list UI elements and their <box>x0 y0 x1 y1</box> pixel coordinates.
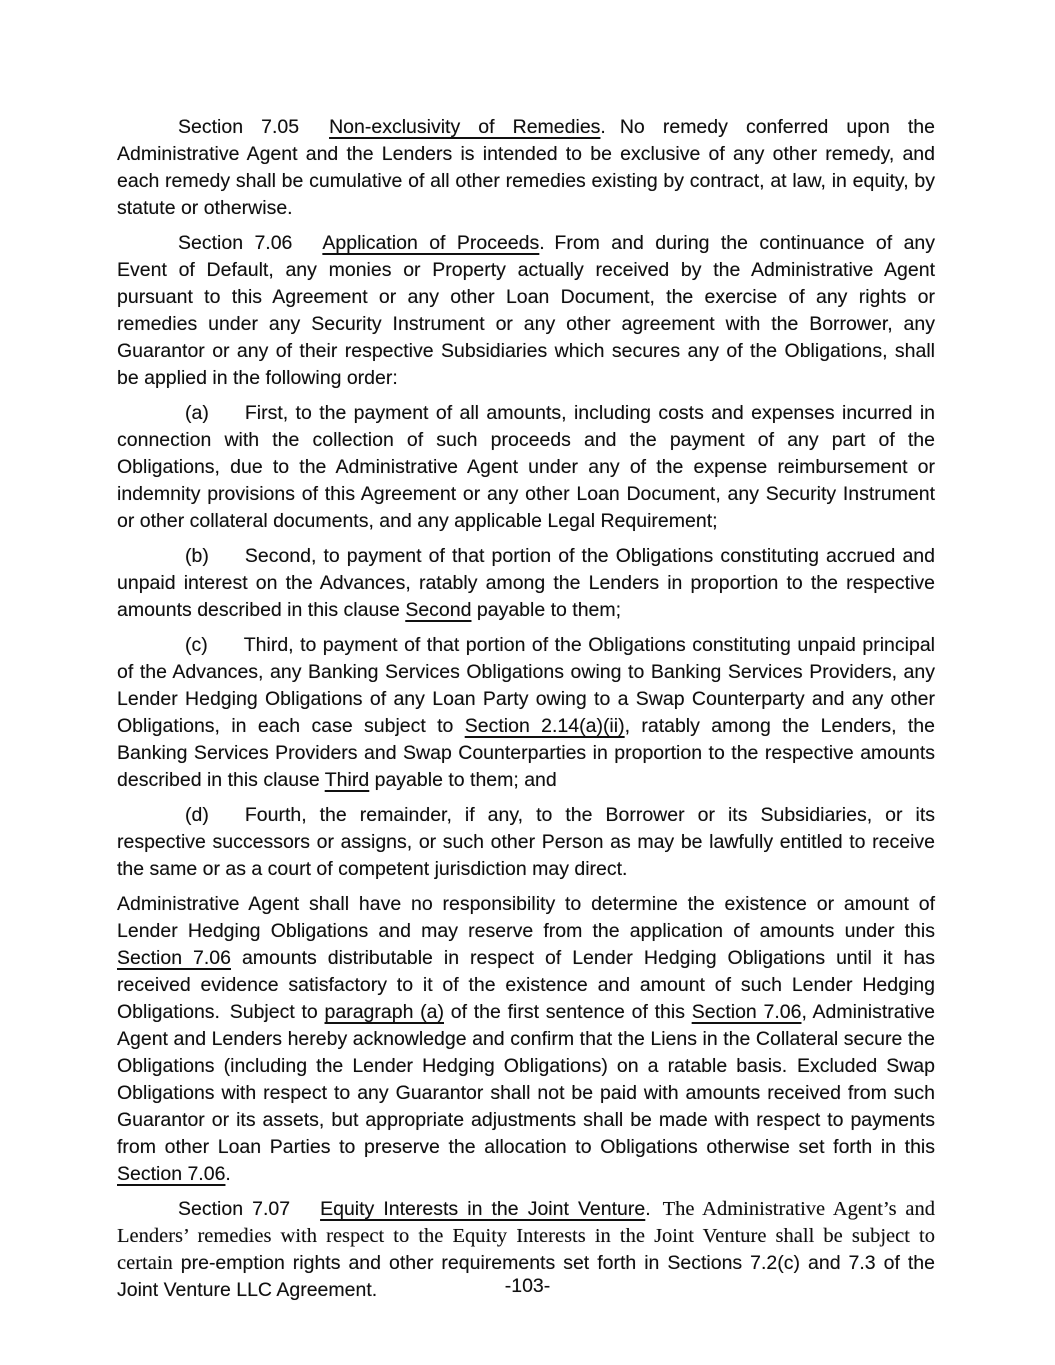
text-run: . <box>600 116 606 138</box>
underlined-text: Third <box>324 769 370 791</box>
underlined-text: paragraph (a) <box>324 1001 444 1023</box>
text-run: . <box>645 1198 651 1220</box>
clause-d <box>117 802 935 883</box>
underlined-text: Second <box>405 599 472 621</box>
text-run: The Administrative Agent’s and Lenders’ remedies with respect to the Equity Interests in the Joint Venture shall be subject to certain <box>117 1198 935 1274</box>
text-run: (c) <box>185 634 208 656</box>
text-run: pre-emption rights and other requirements set forth in Sections 7.2(c) and 7.3 of the Joint Venture LLC Agreement. <box>117 1252 935 1301</box>
clause-b <box>117 543 935 624</box>
text-run: of the first sentence of this <box>444 1001 692 1023</box>
text-run: (a) <box>185 402 209 424</box>
text-run: No remedy conferred upon the Administrative Agent and the Lenders is intended to be exclusive of any other remedy, and each remedy shall be cumulative of all other remedies existing by contract, at law, in equity, by statute or otherwise. <box>117 116 935 219</box>
text-run: , Administrative Agent and Lenders hereby acknowledge and confirm that the Liens in the Collateral secure the Obligations (including the Lender Hedging Obligations) on a ratable basis. Excluded Swap Obligations with respect to any Guarantor shall not be paid with amounts received from such Guarantor or its assets, but appropriate adjustments shall be made with respect to payments from other Loan Parties to preserve the allocation to Obligations otherwise set forth in this <box>117 1001 935 1158</box>
text-run: Third, to payment of that portion of the Obligations constituting unpaid principal of the Advances, any Banking Services Obligations owing to Banking Services Providers, any Lender Hedging Obligations of any Loan Party owing to a Swap Counterparty and any other Obligations, in each case subject to <box>117 634 935 737</box>
page-number: -103- <box>504 1275 551 1297</box>
underlined-text: Application of Proceeds <box>322 232 540 254</box>
underlined-text: Section 7.06 <box>117 947 231 969</box>
section-7-05 <box>117 114 935 222</box>
text-run: Section 7.06 <box>178 232 293 254</box>
clause-c <box>117 632 935 794</box>
clause-a <box>117 400 935 535</box>
underlined-text: Non-exclusivity of Remedies <box>329 116 601 138</box>
text-run: . <box>225 1163 231 1185</box>
text-run: (b) <box>185 545 209 567</box>
text-run: , ratably among the Lenders, the Banking Services Providers and Swap Counterparties in proportion to the respective amounts described in this clause <box>117 715 935 791</box>
text-run: Fourth, the remainder, if any, to the Borrower or its Subsidiaries, or its respective successors or assigns, or such other Person as may be lawfully entitled to receive the same or as a court of competent jurisdiction may direct. <box>117 804 935 880</box>
text-run: . From and during the continuance of any Event of Default, any monies or Property actually received by the Administrative Agent pursuant to this Agreement or any other Loan Document, the exercise of any rights or remedies under any Security Instrument or any other agreement with the Borrower, any Guarantor or any of their respective Subsidiaries which secures any of the Obligations, shall be applied in the following order: <box>117 232 936 389</box>
underlined-text: Section 2.14(a)(ii) <box>464 715 625 737</box>
text-run: Second, to payment of that portion of the Obligations constituting accrued and unpaid interest on the Advances, ratably among the Lenders in proportion to the respective amounts described in this clause <box>117 545 935 621</box>
document-body <box>117 114 935 1312</box>
underlined-text: Section 7.06 <box>691 1001 802 1023</box>
text-run: (d) <box>185 804 209 826</box>
text-run: amounts distributable in respect of Lender Hedging Obligations until it has received evidence satisfactory to it of the existence and amount of such Lender Hedging Obligations. Subject to <box>117 947 935 1023</box>
text-run: payable to them; and <box>369 769 557 791</box>
section-7-06 <box>117 230 935 392</box>
text-run: Administrative Agent shall have no responsibility to determine the existence or amount of Lender Hedging Obligations and may reserve from the application of amounts under this <box>117 893 935 942</box>
text-run: First, to the payment of all amounts, including costs and expenses incurred in connection with the collection of such proceeds and the payment of any part of the Obligations, due to the Administrative Agent under any of the expense reimbursement or indemnity provisions of this Agreement or any other Loan Document, any Security Instrument or other collateral documents, and any applicable Legal Requirement; <box>117 402 935 532</box>
hedging-obligations-paragraph <box>117 891 935 1188</box>
text-run: Section 7.05 <box>178 116 300 138</box>
underlined-text: Section 7.06 <box>117 1163 226 1185</box>
underlined-text: Equity Interests in the Joint Venture <box>320 1198 646 1220</box>
text-run: payable to them; <box>471 599 622 621</box>
text-run: Section 7.07 <box>178 1198 291 1220</box>
